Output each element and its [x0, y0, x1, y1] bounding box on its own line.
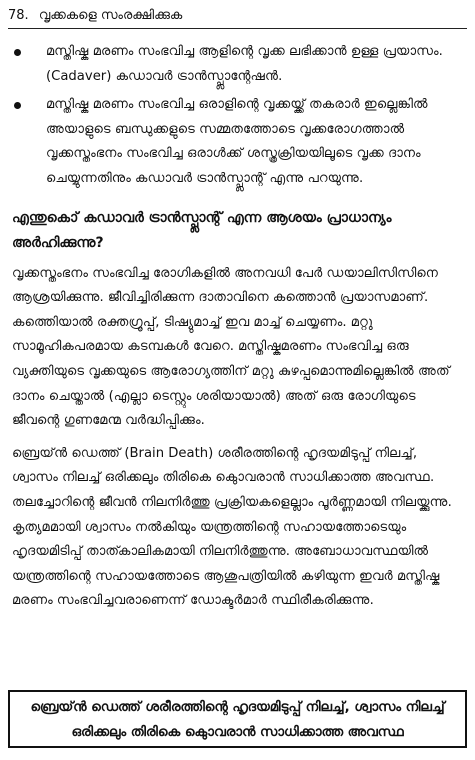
bullet-dot-icon	[14, 49, 21, 56]
bullet-text: മസ്തിഷ്ക മരണം സംഭവിച്ച ഒരാളിന്റെ വൃക്കയ്ക്ക് തകരാർ ഇല്ലെങ്കിൽ അയാളുടെ ബന്ധുക്കളുടെ സമ്മതത്തോടെ വൃക്കരോഗത്താൽ വൃക്കസ്തംഭനം സംഭവിച്ച ഒരാൾക്ക് ശസ്ത്രക്രിയയിലൂടെ വൃക്ക ദാനം ചെയ്യുന്നതിനും കഡാവർ ട്രാൻസ്പ്ലാന്റ് എന്നു പറയുന്നു.	[46, 97, 428, 186]
chapter-title: വൃക്കകളെ സംരക്ഷിക്കുക	[38, 8, 183, 23]
bullet-item	[12, 40, 463, 89]
page-header	[8, 6, 467, 29]
paragraph: വൃക്കസ്തംഭനം സംഭവിച്ച രോഗികളിൽ അനവധി പേർ ഡയാലിസിസിനെ ആശ്രയിക്കുന്നു. ജീവിച്ചിരിക്കുന്ന ദാതാവിനെ കത്തൊൻ പ്രയാസമാണ്. കത്തെിയാൽ രക്തഗ്രൂപ്പ്, ടിഷ്യുമാച്ച് ഇവ മാച്ച് ചെയ്യണം. മറ്റു സാമൂഹികപരമായ കടമ്പകൾ വേറെ. മസ്തിഷ്കമരണം സംഭവിച്ച ഒരു വ്യക്തിയുടെ വൃക്കയുടെ ആരോഗ്യത്തിന് മറ്റു കുഴപ്പമൊന്നുമില്ലെങ്കിൽ അത് ദാനം ചെയ്താൽ (എല്ലാ ടെസ്റ്റും ശരിയായാൽ) അത് ഒരു രോഗിയുടെ ജീവന്റെ ഗുണമേന്മ വർദ്ധിപ്പിക്കും.	[12, 265, 450, 429]
page-content	[12, 40, 463, 622]
definition-callout-box: ബ്രെയ്ൻ ഡെത്ത് ശരീരത്തിന്റെ ഹൃദയമിടുപ്പ് നിലച്ച്, ശ്വാസം നിലച്ച് ഒരിക്കലും തിരികെ കൊുവരാൻ സാധിക്കാത്ത അവസ്ഥ	[8, 690, 467, 748]
section-heading: എന്തുകൊ് കഡാവർ ട്രാൻസ്പ്ലാന്റ് എന്ന ആശയം പ്രാധാന്യം അർഹിക്കുന്നു?	[12, 209, 392, 251]
bullet-dot-icon	[14, 102, 21, 109]
bullet-item	[12, 93, 463, 191]
paragraph: ബ്രെയ്ൻ ഡെത്ത് (Brain Death) ശരീരത്തിന്റെ ഹൃദയമിടുപ്പ് നിലച്ച്, ശ്വാസം നിലച്ച് ഒരിക്കലും തിരികെ കൊുവരാൻ സാധിക്കാത്ത അവസ്ഥ. തലച്ചോറിന്റെ ജീവൻ നിലനിർത്തു പ്രക്രിയകളെല്ലാം പൂർണ്ണമായി നിലയ്ക്കുന്നു. കൃത്യമമായി ശ്വാസം നൽകിയും യന്ത്രത്തിന്റെ സഹായത്തോടെയും ഹൃദയമിടിപ്പ് താത്കാലികമായി നിലനിർത്തുന്നു. അബോധാവസ്ഥയിൽ യന്ത്രത്തിന്റെ സഹായത്തോടെ ആശുപത്രിയിൽ കഴിയുന്ന ഇവർ മസ്തിഷ്ക മരണം സംഭവിച്ചവരാണെന്ന് ഡോക്ടർമാർ സ്ഥിരീകരിക്കുന്നു.	[12, 445, 452, 609]
bullet-text: മസ്തിഷ്ക മരണം സംഭവിച്ച ആളിന്റെ വൃക്ക ലഭിക്കാൻ ഉള്ള പ്രയാസം. (Cadaver) കഡാവർ ട്രാൻസ്പ്ലാന്റേഷൻ.	[46, 44, 443, 84]
page-number: 78.	[8, 8, 29, 23]
